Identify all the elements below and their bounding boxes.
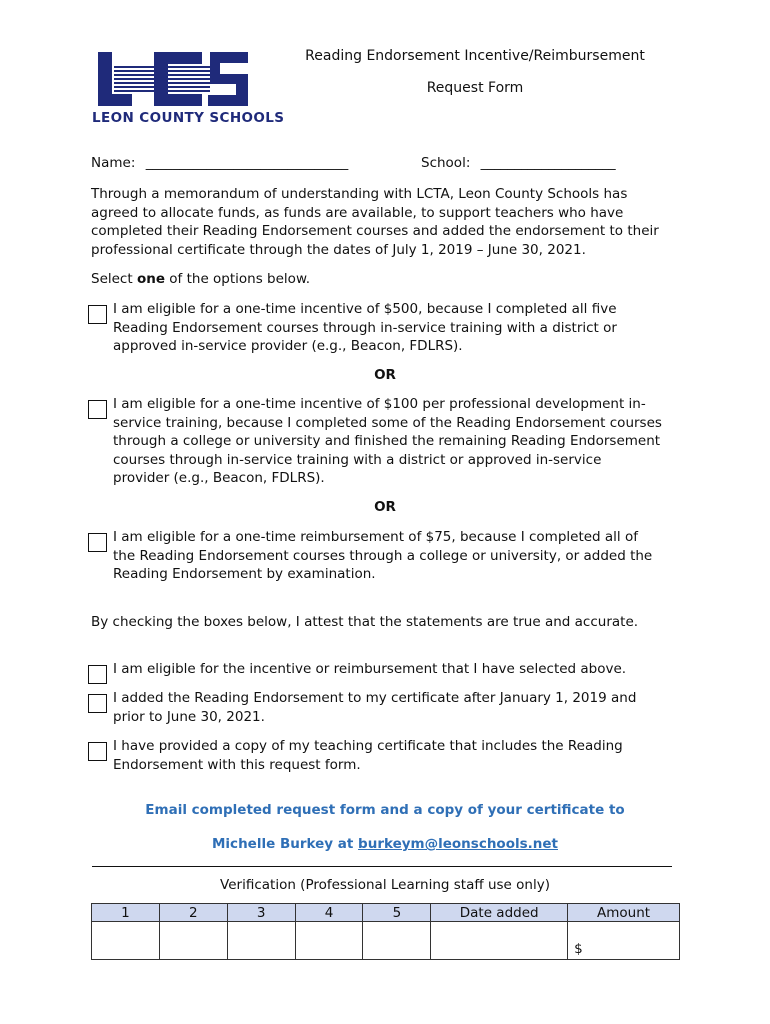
or-divider: OR [374, 367, 396, 383]
email-contact [0, 836, 770, 852]
col-5-header: 5 [363, 904, 431, 922]
attest-3-checkbox[interactable] [88, 742, 107, 761]
col-3-cell[interactable] [227, 922, 295, 960]
verification-title: Verification (Professional Learning staff use only) [220, 877, 550, 893]
email-instruction: Email completed request form and a copy of your certificate to [145, 802, 625, 818]
name-field[interactable] [91, 155, 348, 171]
attest-2-checkbox[interactable] [88, 694, 107, 713]
col-5-cell[interactable] [363, 922, 431, 960]
attest-line: I added the Reading Endorsement to my certificate after January 1, 2019 and [113, 690, 637, 706]
col-1-header: 1 [92, 904, 160, 922]
attest-1-checkbox[interactable] [88, 665, 107, 684]
attest-1-text [113, 660, 683, 679]
col-4-header: 4 [295, 904, 363, 922]
option-line: Reading Endorsement by examination. [113, 566, 376, 583]
select-text-bold: one [136, 271, 165, 287]
logo-wordmark: LEON COUNTY SCHOOLS [92, 110, 285, 126]
attest-statement: By checking the boxes below, I attest that the statements are true and accurate. [91, 614, 639, 630]
form-title-line2: Request Form [426, 80, 524, 96]
option-2-checkbox[interactable] [88, 400, 107, 419]
option-1-text [113, 300, 683, 356]
verification-entry-row [92, 922, 680, 960]
col-4-cell[interactable] [295, 922, 363, 960]
option-line: approved in-service provider (e.g., Beacon, FDLRS). [113, 338, 463, 355]
form-title-line1: Reading Endorsement Incentive/Reimbursement [305, 48, 645, 64]
school-label: School: [421, 155, 471, 171]
option-line: I am eligible for a one-time incentive of $100 per professional development in- [113, 396, 646, 412]
select-instruction [91, 271, 310, 287]
col-2-header: 2 [159, 904, 227, 922]
option-line: the Reading Endorsement courses through a college or university, or added the [113, 547, 653, 564]
name-blank[interactable]: ______________________________ [145, 155, 349, 171]
contact-name: Michelle Burkey at [212, 836, 359, 852]
amount-prefix: $ [574, 941, 583, 957]
select-text-before: Select [91, 271, 137, 287]
option-line: courses through in-service training with a district or approved in-service [113, 451, 602, 468]
email-link[interactable]: burkeym@leonschools.net [358, 836, 558, 852]
attest-2-text [113, 689, 683, 726]
option-line: I am eligible for a one-time reimbursement of $75, because I completed all of [113, 529, 638, 545]
date-added-header: Date added [431, 904, 568, 922]
verification-header-row [92, 904, 680, 922]
option-line: I am eligible for a one-time incentive of $500, because I completed all five [113, 301, 617, 317]
date-added-cell[interactable] [431, 922, 568, 960]
attest-line: I have provided a copy of my teaching certificate that includes the Reading [113, 738, 623, 754]
school-field[interactable] [421, 155, 616, 171]
option-line: Reading Endorsement courses through in-service training with a district or [113, 319, 617, 336]
or-divider: OR [374, 499, 396, 515]
option-1-checkbox[interactable] [88, 305, 107, 324]
school-blank[interactable]: ____________________ [480, 155, 616, 171]
attest-line: Endorsement with this request form. [113, 756, 361, 773]
lcs-logo-mark [92, 48, 254, 110]
intro-line: professional certificate through the dates of July 1, 2019 – June 30, 2021. [91, 241, 586, 258]
leon-county-schools-logo [92, 48, 285, 132]
amount-cell[interactable] [568, 922, 680, 960]
col-1-cell[interactable] [92, 922, 160, 960]
name-label: Name: [91, 155, 136, 171]
verification-table [91, 903, 680, 960]
option-3-text [113, 528, 683, 584]
option-3-checkbox[interactable] [88, 533, 107, 552]
amount-header: Amount [568, 904, 680, 922]
col-3-header: 3 [227, 904, 295, 922]
attest-line: I am eligible for the incentive or reimbursement that I have selected above. [113, 661, 627, 677]
option-2-text [113, 395, 683, 488]
attest-3-text [113, 737, 683, 774]
intro-paragraph [91, 185, 691, 259]
attest-line: prior to June 30, 2021. [113, 708, 265, 725]
option-line: service training, because I completed some of the Reading Endorsement courses [113, 414, 662, 431]
section-divider [92, 866, 672, 867]
option-line: provider (e.g., Beacon, FDLRS). [113, 470, 325, 487]
intro-line: agreed to allocate funds, as funds are available, to support teachers who have [91, 204, 624, 221]
intro-line: completed their Reading Endorsement courses and added the endorsement to their [91, 223, 659, 240]
col-2-cell[interactable] [159, 922, 227, 960]
option-line: through a college or university and finished the remaining Reading Endorsement [113, 433, 661, 450]
intro-line: Through a memorandum of understanding with LCTA, Leon County Schools has [91, 186, 628, 202]
select-text-after: of the options below. [165, 271, 311, 287]
